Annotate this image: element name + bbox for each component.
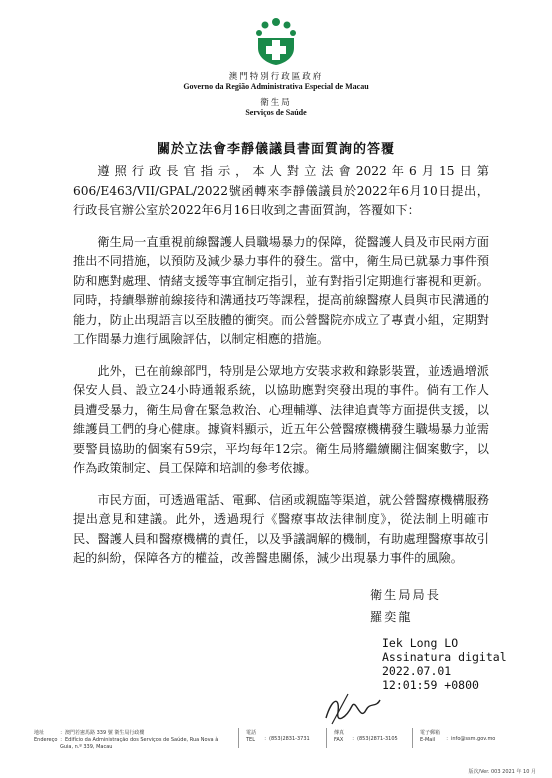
footer-divider <box>326 728 327 748</box>
paragraph-public: 市民方面，可透過電話、電郵、信函或親臨等渠道，就公營醫療機構服務提出意見和建議。此外，透過現行《醫療事故法律制度》，從法制上明確市民、醫護人員和醫療機構的責任，以及爭議調解的機制，有助處理醫療事故引起的糾紛，保障各方的權益，改善醫患關係，減少出現暴力事件的風險。 <box>73 492 489 565</box>
government-name-portuguese: Governo da Região Administrativa Especial de Macau <box>183 82 369 91</box>
document-title: 關於立法會李靜儀議員書面質詢的答覆 <box>156 142 395 157</box>
footer-address: ：澳門若憲馬路 339 號 衛生局行政樓 ：Edifício da Administração dos Serviços de Saúde, Rua Nova à Guia, n.º 339, Macau <box>60 730 219 750</box>
digital-signature-date: 2022.07.01 <box>382 664 452 678</box>
government-name-chinese: 澳門特別行政區政府 <box>228 72 324 82</box>
footer-tel: ：(853)2831-3731 <box>264 736 310 742</box>
footer-address-labels: 地址 Endereço <box>34 730 58 743</box>
digital-signature-name: Iek Long LO <box>382 636 459 650</box>
digital-signature-time: 12:01:59 +0800 <box>382 678 479 692</box>
footer-email[interactable]: ：info@ssm.gov.mo <box>446 736 496 742</box>
handwritten-signature <box>318 688 388 728</box>
footer-email-labels: 電子郵箱 E-Mail <box>420 730 441 743</box>
footer <box>0 726 552 778</box>
department-name-portuguese: Serviços de Saúde <box>245 108 307 117</box>
document-body <box>73 162 489 581</box>
footer-tel-labels: 電話 TEL <box>246 730 257 743</box>
digital-signature-block <box>382 636 507 692</box>
paragraph-intro: 遵照行政長官指示，本人對立法會2022年6月15日第606/E463/VII/GPAL/2022號函轉來李靜儀議員於2022年6月10日提出，行政長官辦公室於2022年6月16日收到之書面質詢，答覆如下： <box>73 164 489 217</box>
paragraph-measures: 衛生局一直重視前線醫護人員職場暴力的保障，從醫護人員及市民兩方面推出不同措施，以預防及減少暴力事件的發生。當中，衛生局已就暴力事件預防和應對處理、情緒支援等事宜制定指引，並有對指引定期進行審視和更新。同時，持續舉辦前線接待和溝通技巧等課程，提高前線醫療人員與市民溝通的能力，防止出現語言以至肢體的衝突。而公營醫院亦成立了專責小組，定期對工作間暴力進行風險評估，以制定相應的措施。 <box>73 234 489 346</box>
paragraph-frontline: 此外，已在前線部門，特別是公眾地方安裝求救和錄影裝置，並透過增派保安人員、設立24小時通報系統，以協助應對突發出現的事件。倘有工作人員遭受暴力，衛生局會在緊急救治、心理輔導、法律追責等方面提供支援，以維護員工們的身心健康。據資料顯示，近五年公營醫療機構發生職場暴力並需要警員協助的個案有59宗，平均每年12宗。衛生局將繼續關注個案數字，以作為政策制定、員工保障和培訓的參考依據。 <box>73 363 489 475</box>
footer-fax-labels: 傳真 FAX <box>334 730 345 743</box>
footer-divider <box>238 728 239 748</box>
digital-signature-label: Assinatura digital <box>382 650 507 664</box>
department-name-chinese: 衛生局 <box>260 98 292 108</box>
footer-divider <box>412 728 413 748</box>
footer-fax: ：(853)2871-3105 <box>352 736 398 742</box>
macau-government-emblem-icon <box>250 14 302 66</box>
version-reference: 版次/Ver. 003 2021 年 10 月 <box>468 769 536 775</box>
